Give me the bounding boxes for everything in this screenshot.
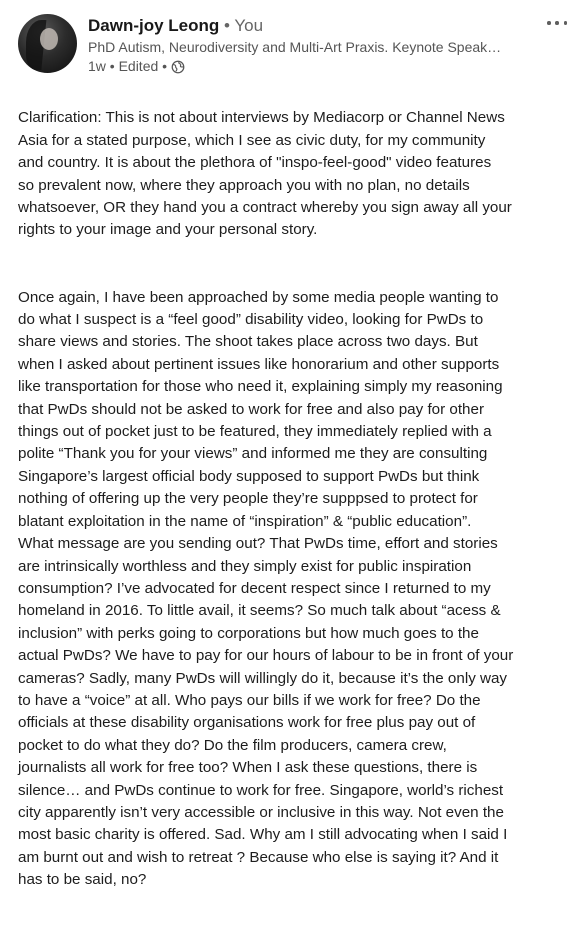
more-options-icon[interactable] bbox=[544, 14, 570, 32]
connection-degree: • You bbox=[219, 16, 264, 35]
post-paragraph: Once again, I have been approached by some media people wanting to do what I suspect is a “feel good” disability video, looking for PwDs to share views and stories. The shoot takes place across two days. But when I asked about pertinent issues like honorarium and other supports like transportation for those who need it, explaining simply my reasoning that PwDs should not be asked to work for free and also pay for other things out of pocket just to be featured, they immediately replied with a polite “Thank you for your views” and informed me they are consulting Singapore’s largest official body supposed to support PwDs but think nothing of offering up the very people they’re supppsed to protect for blatant exploitation in the name of “inspiration” & “public education”. What message are you sending out? That PwDs time, effort and stories are intrinsically worthless and they simply exist for public inspiration consumption? I’ve advocated for decent respect since I returned to my homeland in 2016. To little avail, it seems? So much talk about “acess & inclusion” with perks going to corporations but how much goes to the actual PwDs? We have to pay for our hours of labour to be in front of your cameras? Sadly, many PwDs will willingly do it, because it’s the only way to have a “voice” at all. Who pays our bills if we work for free? Do the officials at these disability organisations work for free plus pay out of pocket to do what they do? Do the film producers, camera crew, journalists all work for free too? When I ask these questions, there is silence… and PwDs continue to work for free. Singapore, world’s richest city apparently isn’t very accessible or inclusive in this way. Not even the most basic charity is offered. Sad. Why am I still advocating when I said I am burnt out and wish to retreat ? Because who else is saying it? And it has to be said, no? bbox=[18, 288, 514, 889]
author-headline[interactable]: PhD Autism, Neurodiversity and Multi-Art Praxis. Keynote Speak… bbox=[88, 39, 502, 55]
post-timestamp-line bbox=[88, 57, 530, 76]
post-header bbox=[18, 14, 570, 76]
author-meta bbox=[88, 15, 530, 76]
avatar-face-shape bbox=[40, 28, 58, 50]
globe-icon bbox=[171, 60, 185, 74]
post-body bbox=[18, 85, 574, 936]
post-timestamp: 1w • Edited • bbox=[88, 58, 168, 74]
author-name[interactable]: Dawn-joy Leong bbox=[88, 16, 220, 35]
post-paragraph: Clarification: This is not about interviews by Mediacorp or Channel News Asia for a stated purpose, which I see as civic duty, for my community and country. It is about the plethora of "inspo-feel-good" video features so prevalent now, where they approach you with no plan, no details whatsoever, OR they hand you a contract whereby you sign away all your rights to your image and your personal story. bbox=[18, 109, 512, 239]
author-avatar[interactable] bbox=[18, 14, 77, 73]
author-name-line bbox=[88, 15, 530, 37]
